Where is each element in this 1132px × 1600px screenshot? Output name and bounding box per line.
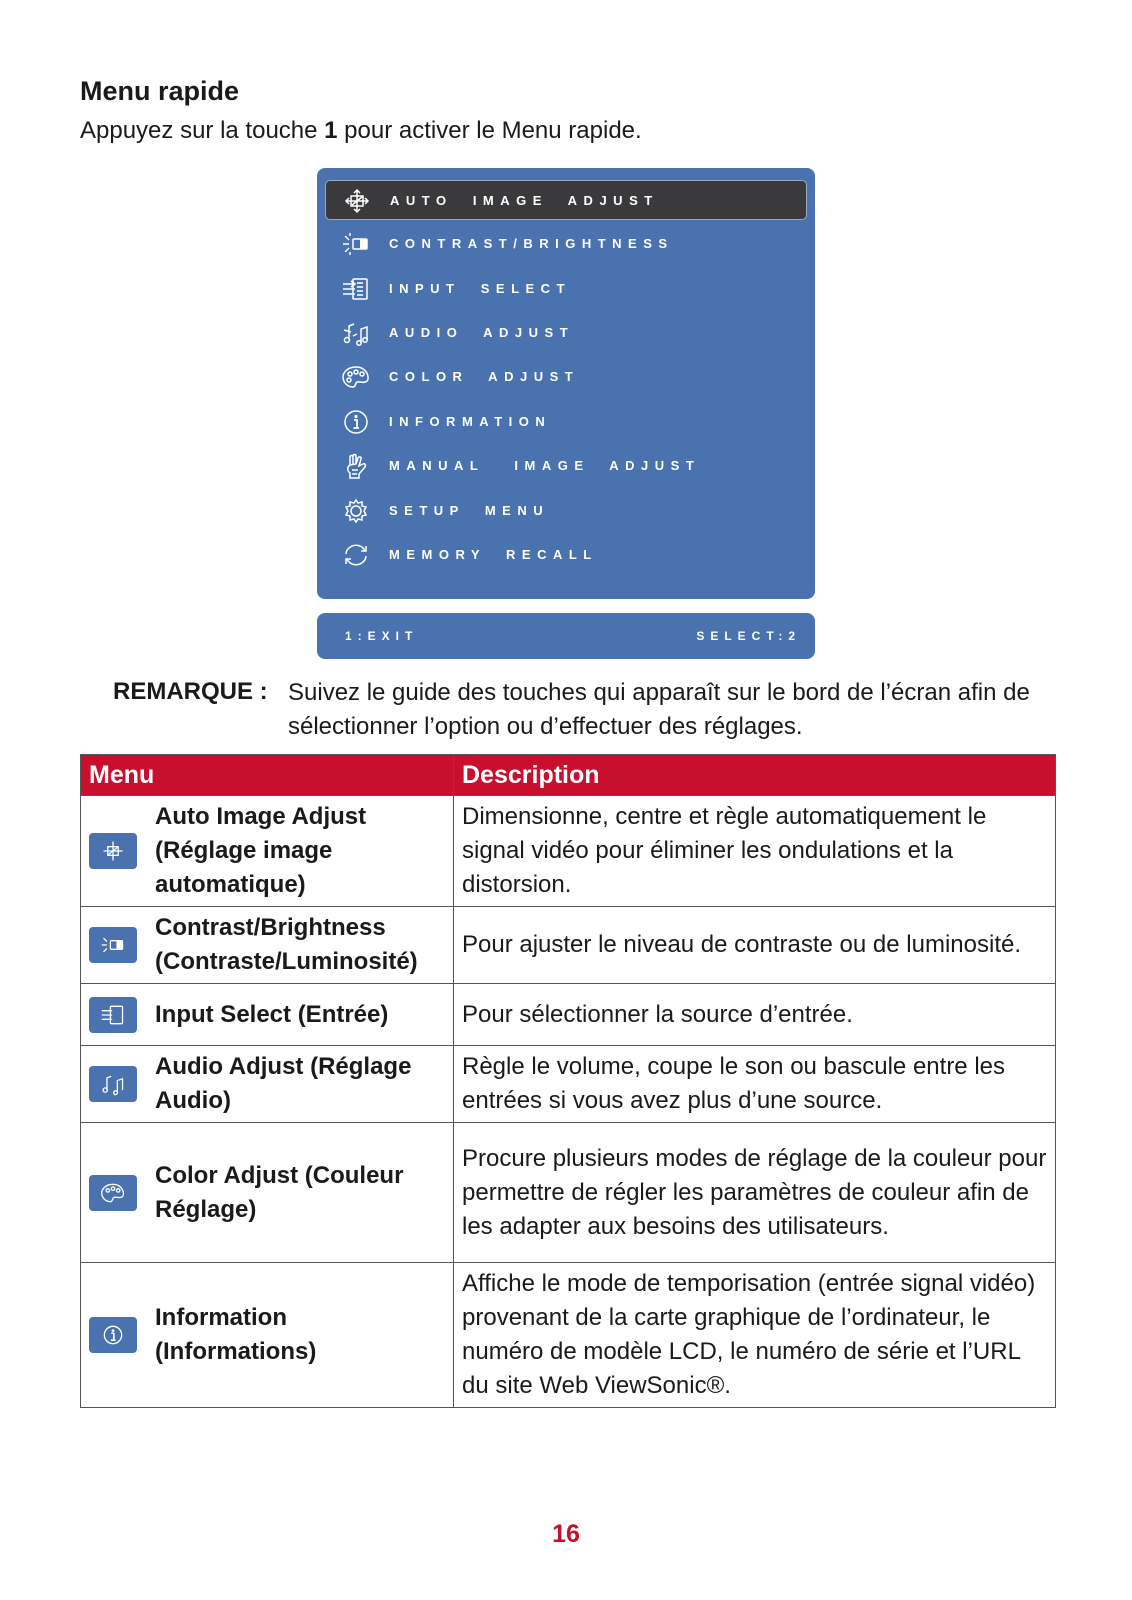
menu-cell — [81, 984, 454, 1046]
osd-item-manual-image-adjust[interactable] — [325, 446, 807, 486]
menu-name: Color Adjust (Couleur Réglage) — [155, 1161, 404, 1223]
color-adjust-icon — [341, 364, 371, 390]
osd-item-input-select[interactable] — [325, 269, 807, 309]
description-cell: Procure plusieurs modes de réglage de la couleur pour permettre de régler les paramètres de couleur afin de les adapter aux besoins des utilisateurs. — [454, 1123, 1056, 1263]
auto-image-adjust-icon — [89, 833, 137, 869]
osd-item-label: COLOR ADJUST — [389, 369, 580, 384]
page-number: 16 — [552, 1520, 580, 1548]
note-text: Suivez le guide des touches qui apparaît sur le bord de l’écran afin de sélectionner l’option ou d’effectuer des réglages. — [288, 679, 1030, 740]
color-adjust-icon — [89, 1175, 137, 1211]
menu-cell — [81, 1123, 454, 1263]
osd-item-contrast-brightness[interactable] — [325, 224, 807, 264]
header-description: Description — [454, 755, 1056, 796]
description-cell: Règle le volume, coupe le son ou bascule entre les entrées si vous avez plus d’une source. — [454, 1046, 1056, 1123]
auto-image-adjust-icon — [342, 188, 372, 214]
table-row — [81, 907, 1056, 984]
memory-recall-icon — [341, 542, 371, 568]
osd-item-label: MANUAL IMAGE ADJUST — [389, 458, 701, 473]
menu-name: Information (Informations) — [155, 1304, 317, 1365]
osd-key-guide — [317, 613, 815, 659]
setup-menu-icon — [341, 498, 371, 524]
menu-name: Audio Adjust (Réglage Audio) — [155, 1053, 412, 1114]
menu-cell — [81, 1046, 454, 1123]
description-cell: Dimensionne, centre et règle automatiquement le signal vidéo pour éliminer les ondulations et la distorsion. — [454, 796, 1056, 907]
osd-item-label: AUDIO ADJUST — [389, 325, 575, 340]
menu-cell — [81, 907, 454, 984]
osd-item-setup-menu[interactable] — [325, 491, 807, 531]
note-label: REMARQUE : — [113, 678, 268, 705]
menu-name: Input Select (Entrée) — [155, 1000, 389, 1028]
description-cell: Pour sélectionner la source d’entrée. — [454, 984, 1056, 1046]
table-header-row — [81, 755, 1056, 796]
manual-image-adjust-icon — [341, 453, 371, 479]
intro-prefix: Appuyez sur la touche — [80, 117, 325, 144]
osd-item-label: SETUP MENU — [389, 503, 550, 518]
osd-item-audio-adjust[interactable] — [325, 313, 807, 353]
header-menu: Menu — [81, 755, 454, 796]
menu-description-table — [80, 754, 1056, 1408]
input-select-icon — [341, 276, 371, 302]
intro-key: 1 — [324, 117, 338, 144]
input-select-icon — [89, 997, 137, 1033]
table-row — [81, 1263, 1056, 1408]
table-row — [81, 1046, 1056, 1123]
table-row — [81, 796, 1056, 907]
intro-suffix: pour activer le Menu rapide. — [337, 117, 642, 144]
description-cell: Pour ajuster le niveau de contraste ou de luminosité. — [454, 907, 1056, 984]
osd-item-information[interactable] — [325, 402, 807, 442]
information-icon — [89, 1317, 137, 1353]
contrast-brightness-icon — [89, 927, 137, 963]
menu-name: Contrast/Brightness (Contraste/Luminosité) — [155, 914, 418, 975]
quick-menu-osd — [317, 168, 815, 599]
select-key-hint[interactable]: SELECT:2 — [696, 629, 801, 643]
osd-item-label: MEMORY RECALL — [389, 547, 598, 562]
osd-item-label: CONTRAST/BRIGHTNESS — [389, 236, 674, 251]
osd-item-label: AUTO IMAGE ADJUST — [390, 193, 659, 208]
osd-item-label: INFORMATION — [389, 414, 552, 429]
contrast-brightness-icon — [341, 231, 371, 257]
menu-cell — [81, 1263, 454, 1408]
information-icon — [341, 409, 371, 435]
osd-item-auto-image-adjust[interactable] — [325, 180, 807, 220]
intro-text — [80, 117, 642, 145]
osd-item-color-adjust[interactable] — [325, 357, 807, 397]
exit-key-hint[interactable]: 1:EXIT — [345, 629, 419, 643]
table-row — [81, 1123, 1056, 1263]
description-cell: Affiche le mode de temporisation (entrée signal vidéo) provenant de la carte graphique de l’ordinateur, le numéro de modèle LCD, le numéro de série et l’URL du site Web ViewSonic®. — [454, 1263, 1056, 1408]
audio-adjust-icon — [341, 320, 371, 346]
osd-item-label: INPUT SELECT — [389, 281, 572, 296]
osd-item-memory-recall[interactable] — [325, 535, 807, 575]
section-title: Menu rapide — [80, 76, 240, 106]
table-row — [81, 984, 1056, 1046]
audio-adjust-icon — [89, 1066, 137, 1102]
menu-cell — [81, 796, 454, 907]
menu-name: Auto Image Adjust (Réglage image automatique) — [155, 803, 367, 898]
